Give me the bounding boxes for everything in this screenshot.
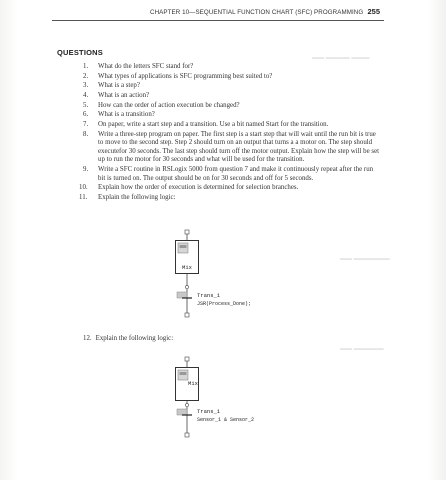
transition-icon xyxy=(177,409,187,415)
sfc-step-1 xyxy=(176,230,199,315)
transition-name: Trans_1 xyxy=(197,408,221,415)
transition-condition: Sensor_1 & Sensor_2 xyxy=(197,417,255,423)
question-text: What do the letters SFC stand for? xyxy=(98,63,194,70)
chapter-header: CHAPTER 10—SEQUENTIAL FUNCTION CHART (SFC) PROGRAMMING xyxy=(150,9,364,16)
question-number: 3. xyxy=(83,82,89,90)
question-number: 11. xyxy=(79,193,88,201)
page-number: 255 xyxy=(367,7,380,16)
transition-name: Trans_1 xyxy=(197,292,221,299)
question-text: Explain how the order of execution is determined for selection branches. xyxy=(98,184,299,192)
question-text: Write a three-step program on paper. The first step is a start step that will wait until the run bit is true to move to the second step. Step 2 should turn on an output that turns a a motor on. The step should executefor 30 seconds. The last step should turn off the motor output. Explain how the step will be set up to run the motor for 30 seconds and what will be used for the transition. xyxy=(98,130,380,164)
question-text: How can the order of action execution be changed? xyxy=(98,101,240,109)
question-text: What types of applications is SFC programming best suited to? xyxy=(98,72,273,80)
question-number: 1. xyxy=(83,63,89,70)
question-text: Explain the following logic: xyxy=(98,193,176,201)
question-number: 6. xyxy=(83,111,89,119)
bleed-through-text: ▬▬ ▬▬▬▬▬▬ xyxy=(340,256,390,262)
sfc-transition-1 xyxy=(177,292,251,317)
sfc-step-2 xyxy=(176,357,199,435)
question-text: What is an action? xyxy=(98,92,150,100)
question-item-12 xyxy=(83,335,173,342)
transition-condition: JSR(Process_Done); xyxy=(197,301,252,307)
question-text: Write a SFC routine in RSLogix 5000 from question 7 and make it continuously repeat after the run bit is turned on. The output should be on for 30 seconds and off for 5 seconds. xyxy=(98,166,374,182)
step-label: Mix xyxy=(188,380,198,387)
transition-icon xyxy=(177,292,187,298)
question-number: 8. xyxy=(83,130,89,138)
question-number: 12. xyxy=(83,335,92,342)
question-text: Explain the following logic: xyxy=(95,335,174,342)
step-label: Mix xyxy=(182,264,192,271)
question-text: What is a step? xyxy=(98,82,140,90)
question-number: 10. xyxy=(79,184,88,192)
question-number: 5. xyxy=(83,101,89,109)
question-number: 9. xyxy=(83,166,89,173)
question-text: What is a transition? xyxy=(98,111,155,119)
section-title: QUESTIONS xyxy=(57,48,103,57)
question-number: 2. xyxy=(83,72,89,80)
bleed-through-text: ▬▬ ▬▬▬▬ ▬▬▬ xyxy=(312,55,370,61)
question-text: On paper, write a start step and a transition. Use a bit named Start for the transition. xyxy=(98,121,329,129)
bleed-through-text: ▬▬ ▬▬▬▬▬ xyxy=(340,346,384,352)
question-number: 7. xyxy=(83,121,89,129)
sfc-transition-2 xyxy=(177,408,254,437)
question-number: 4. xyxy=(83,92,89,100)
